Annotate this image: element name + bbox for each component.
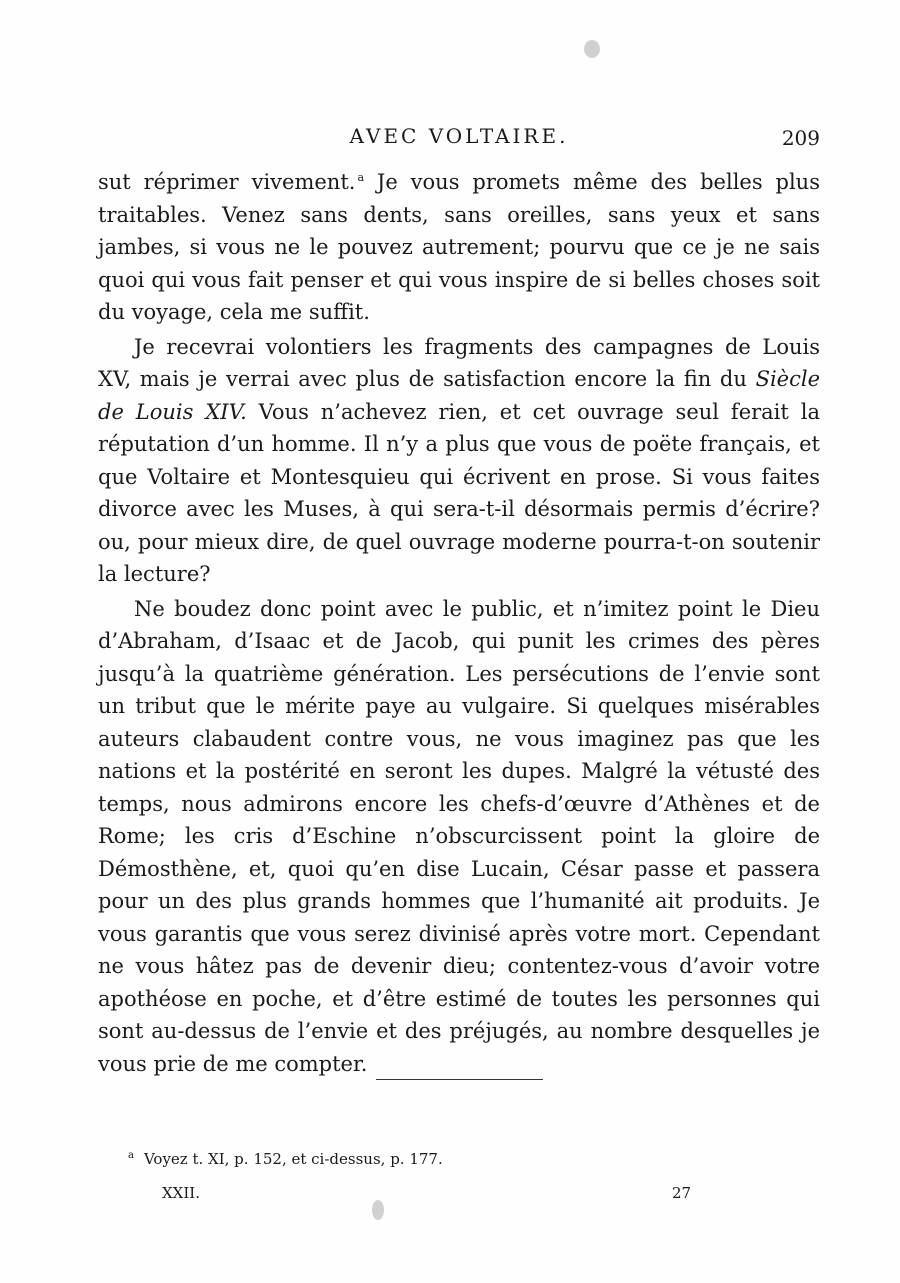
running-head [98, 124, 820, 158]
body-text [98, 166, 820, 1080]
paragraph-text: Je vous promets même des belles plus traitables. Venez sans dents, sans oreilles, sans yeux et sans jambes, si vous ne le pouvez autrement; pourvu que ce je ne sais quoi qui vous fait penser et qui vous inspire de si belles choses soit du voyage, cela me suffit. [98, 170, 820, 324]
footnote [128, 1150, 443, 1168]
paragraph-text: Je recevrai volontiers les fragments des campagnes de Louis XV, mais je verrai avec plus de satisfaction encore la fin du [98, 334, 820, 391]
paragraph-text: Vous n’achevez rien, et cet ouvrage seul ferait la réputation d’un homme. Il n’y a plus que vous de poëte français, et que Voltaire et Montesquieu qui écrivent en prose. Si vous faites divorce avec les Muses, à qui sera-t-il désormais permis d’écrire? ou, pour mieux dire, de quel ouvrage moderne pourra-t-on soutenir la lecture? [98, 399, 820, 586]
signature-volume: XXII. [162, 1184, 200, 1202]
footnote-text: Voyez t. XI, p. 152, et ci-dessus, p. 177. [143, 1150, 443, 1168]
paragraph-text: sut réprimer vivement. [98, 170, 356, 194]
paragraph [98, 166, 820, 329]
book-title: Siècle de Louis XIV. [98, 367, 820, 424]
signature-sheet: 27 [672, 1184, 692, 1202]
footnote-reference: a [357, 171, 365, 184]
page-number: 209 [781, 126, 820, 150]
section-rule [376, 1079, 543, 1080]
paragraph: Ne boudez donc point avec le public, et n’imitez point le Dieu d’Abraham, d’Isaac et de Jacob, qui punit les crimes des pères jusqu’à la quatrième génération. Les persécutions de l’envie sont un tribut que le mérite paye au vulgaire. Si quelques misérables auteurs clabaudent contre vous, ne vous imaginez pas que les nations et la postérité en seront les dupes. Malgré la vétusté des temps, nous admirons encore les chefs-d’œuvre d’Athènes et de Rome; les cris d’Eschine n’obscurcissent point la gloire de Démosthène, et, quoi qu’en dise Lucain, César passe et passera pour un des plus grands hommes que l’humanité ait produits. Je vous garantis que vous serez divinisé après votre mort. Cependant ne vous hâtez pas de devenir dieu; contentez-vous d’avoir votre apothéose en poche, et d’être estimé de toutes les personnes qui sont au-dessus de l’envie et des préjugés, au nombre desquelles je vous prie de me compter. [98, 596, 820, 1076]
running-title: AVEC VOLTAIRE. [349, 124, 569, 148]
scan-speck [372, 1200, 384, 1220]
footnote-marker: a [128, 1150, 134, 1161]
scan-speck [584, 40, 600, 58]
paragraph [98, 331, 820, 591]
